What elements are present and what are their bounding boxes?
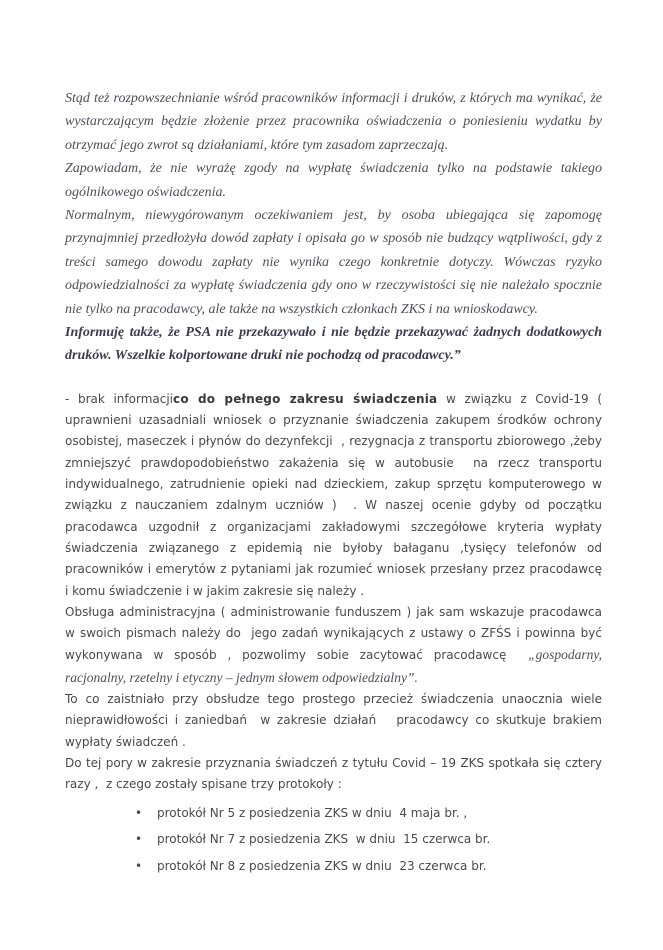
list-item — [135, 829, 602, 850]
bullet-icon: • — [135, 832, 143, 847]
paragraph-text: w związku z Covid-19 ( uprawnieni uzasadniali wniosek o przyznanie świadczenia zakupem środków ochrony osobistej, maseczek i płynów do dezynfekcji , rezygnacja z transportu zbiorowego ,żeby zmniejszyć prawdopodobieństwo zakażenia się w autobusie na rzecz transportu indywidualnego, zatrudnienie opieki nad dzieckiem, zakup sprzętu komputerowego w związku z nauczaniem zdalnym uczniów ) . W naszej ocenie gdyby od początku pracodawca uzgodnił z organizacjami zakładowymi szczegółowe kryteria wypłaty świadczenia związanego z epidemią nie byłoby bałaganu ,tysięcy telefonów od pracowników i emerytów z pytaniami jak rozumieć wniosek przesłany przez pracodawcę i komu świadczenie i w jakim zakresie się należy . — [65, 391, 606, 598]
body-paragraph-irregularities: To co zaistniało przy obsłudze tego prostego przecież świadczenia unaocznia wiele nieprawidłowości i zaniedbań w zakresie działań pracodawcy co skutkuje brakiem wypłaty świadczeń . — [65, 692, 606, 749]
paragraph-bold-text: co do pełnego zakresu świadczenia — [173, 391, 438, 406]
bullet-icon: • — [135, 859, 143, 874]
letter-paragraph-4-bold: Informuję także, że PSA nie przekazywało i nie będzie przekazywać żadnych dodatkowych druków. Wszelkie kolportowane druki nie pochodzą od pracodawcy.” — [65, 325, 602, 364]
protocol-list — [65, 803, 602, 878]
body-paragraph-coverage — [65, 389, 606, 602]
body-paragraph-administration — [65, 602, 606, 689]
list-item-label: protokół Nr 7 z posiedzenia ZKS w dniu 15 czerwca br. — [157, 832, 491, 847]
paragraph-text: Obsługa administracyjna ( administrowanie funduszem ) jak sam wskazuje pracodawca w swoich pismach należy do jego zadań wynikających z ustawy o ZFŚS i powinna być wykonywana w sposób , pozwolimy sobie zacytować pracodawcę — [65, 604, 606, 663]
body-paragraph-meetings: Do tej pory w zakresie przyznania świadczeń z tytułu Covid – 19 ZKS spotkała się cztery razy , z czego zostały spisane trzy protokoły : — [65, 755, 606, 792]
list-item-label: protokół Nr 8 z posiedzenia ZKS w dniu 23 czerwca br. — [157, 859, 487, 874]
quoted-letter-section — [65, 87, 602, 368]
list-item — [135, 803, 602, 824]
commentary-section — [65, 389, 606, 878]
list-item-label: protokół Nr 5 z posiedzenia ZKS w dniu 4 maja br. , — [157, 805, 468, 820]
list-item — [135, 856, 602, 877]
document-content — [65, 87, 606, 883]
letter-paragraph-3: Normalnym, niewygórowanym oczekiwaniem jest, by osoba ubiegająca się zapomogę przynajmniej przedłożyła dowód zapłaty i opisała go w sposób nie budzący wątpliwości, gdy z treści samego dowodu zapłaty nie wynika czego konkretnie dotyczy. Wówczas ryzyko odpowiedzialności za wypłatę świadczenia gdy ono w rzeczywistości się nie należało spocznie nie tylko na pracodawcy, ale także na wszystkich członkach ZKS i na wnioskodawcy. — [65, 208, 602, 317]
paragraph-text: - brak informacji — [65, 391, 174, 406]
letter-paragraph-1: Stąd też rozpowszechnianie wśród pracowników informacji i druków, z których ma wynikać, że wystarczającym będzie złożenie przez pracownika oświadczenia o poniesieniu wydatku by otrzymać jego zwrot są działaniami, które tym zasadom zaprzeczają. — [65, 91, 602, 153]
bullet-icon: • — [135, 805, 143, 820]
inline-quote-text: „gospodarny, racjonalny, rzetelny i etyczny – jednym słowem odpowiedzialny”. — [65, 647, 606, 685]
letter-paragraph-2: Zapowiadam, że nie wyrażę zgody na wypłatę świadczenia tylko na podstawie takiego ogólnikowego oświadczenia. — [65, 161, 602, 200]
